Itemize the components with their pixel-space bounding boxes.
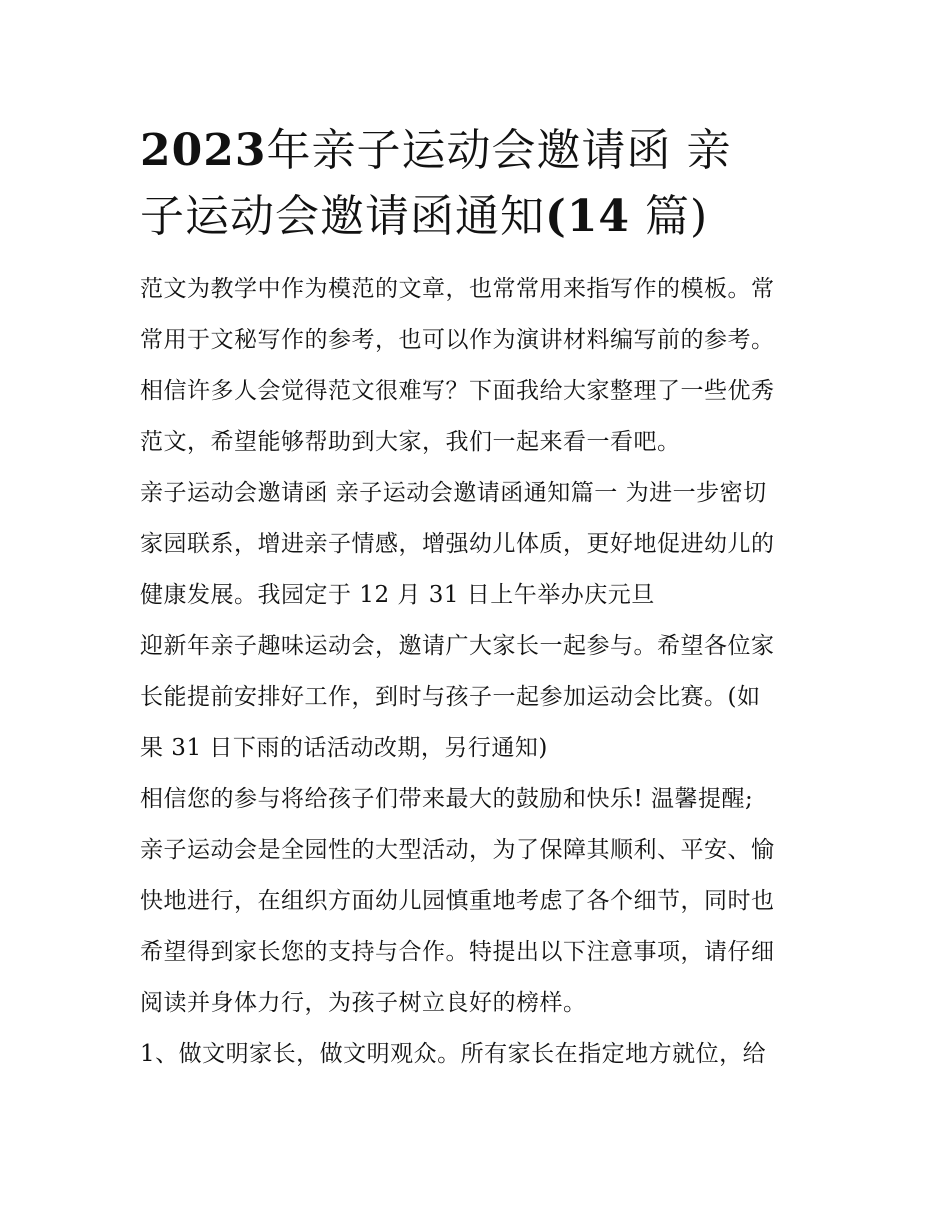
paragraph bbox=[140, 774, 812, 825]
paragraph-line: 范文，希望能够帮助到大家，我们一起来看一看吧。 bbox=[140, 429, 681, 455]
title-line-1-text: 年亲子运动会邀请函 亲 bbox=[266, 125, 732, 176]
paragraph-line: 长能提前安排好工作，到时与孩子一起参加运动会比赛。(如 bbox=[140, 684, 761, 710]
paragraph-line: 常用于文秘写作的参考，也可以作为演讲材料编写前的参考。 bbox=[140, 327, 775, 353]
title-year: 2023 bbox=[140, 125, 267, 176]
paragraph bbox=[140, 825, 812, 1029]
paragraph-line: 相信许多人会觉得范文很难写？下面我给大家整理了一些优秀 bbox=[140, 378, 775, 404]
title-line-1 bbox=[140, 118, 812, 184]
paragraph-line: 果 31 日下雨的话活动改期，另行通知) bbox=[140, 735, 548, 761]
title-line-2 bbox=[140, 184, 812, 250]
paragraph-line: 家园联系，增进亲子情感，增强幼儿体质，更好地促进幼儿的 bbox=[140, 531, 775, 557]
paragraph-line: 希望得到家长您的支持与合作。特提出以下注意事项，请仔细 bbox=[140, 939, 775, 965]
paragraph-line: 相信您的参与将给孩子们带来最大的鼓励和快乐! 温馨提醒; bbox=[140, 786, 754, 812]
paragraph-line: 1、做文明家长，做文明观众。所有家长在指定地方就位，给 bbox=[140, 1041, 767, 1067]
paragraph bbox=[140, 264, 812, 468]
paragraph bbox=[140, 468, 812, 621]
document-title bbox=[140, 118, 812, 250]
paragraph-line: 迎新年亲子趣味运动会，邀请广大家长一起参与。希望各位家 bbox=[140, 633, 775, 659]
title-count: (14 bbox=[545, 191, 631, 242]
paragraph-line: 范文为教学中作为模范的文章，也常常用来指写作的模板。常 bbox=[140, 276, 775, 302]
document-content bbox=[140, 118, 812, 1080]
paragraph bbox=[140, 621, 812, 774]
title-line-2-suffix: 篇) bbox=[630, 191, 709, 242]
paragraph-line: 健康发展。我园定于 12 月 31 日上午举办庆元旦 bbox=[140, 582, 655, 608]
paragraph-line: 亲子运动会是全园性的大型活动，为了保障其顺利、平安、愉 bbox=[140, 837, 775, 863]
paragraph-line: 阅读并身体力行，为孩子树立良好的榜样。 bbox=[140, 990, 587, 1016]
document-body bbox=[140, 264, 812, 1080]
paragraph bbox=[140, 1029, 812, 1080]
title-line-2-text: 子运动会邀请函通知 bbox=[140, 191, 545, 242]
paragraph-line: 亲子运动会邀请函 亲子运动会邀请函通知篇一 为进一步密切 bbox=[140, 480, 767, 506]
paragraph-line: 快地进行，在组织方面幼儿园慎重地考虑了各个细节，同时也 bbox=[140, 888, 775, 914]
